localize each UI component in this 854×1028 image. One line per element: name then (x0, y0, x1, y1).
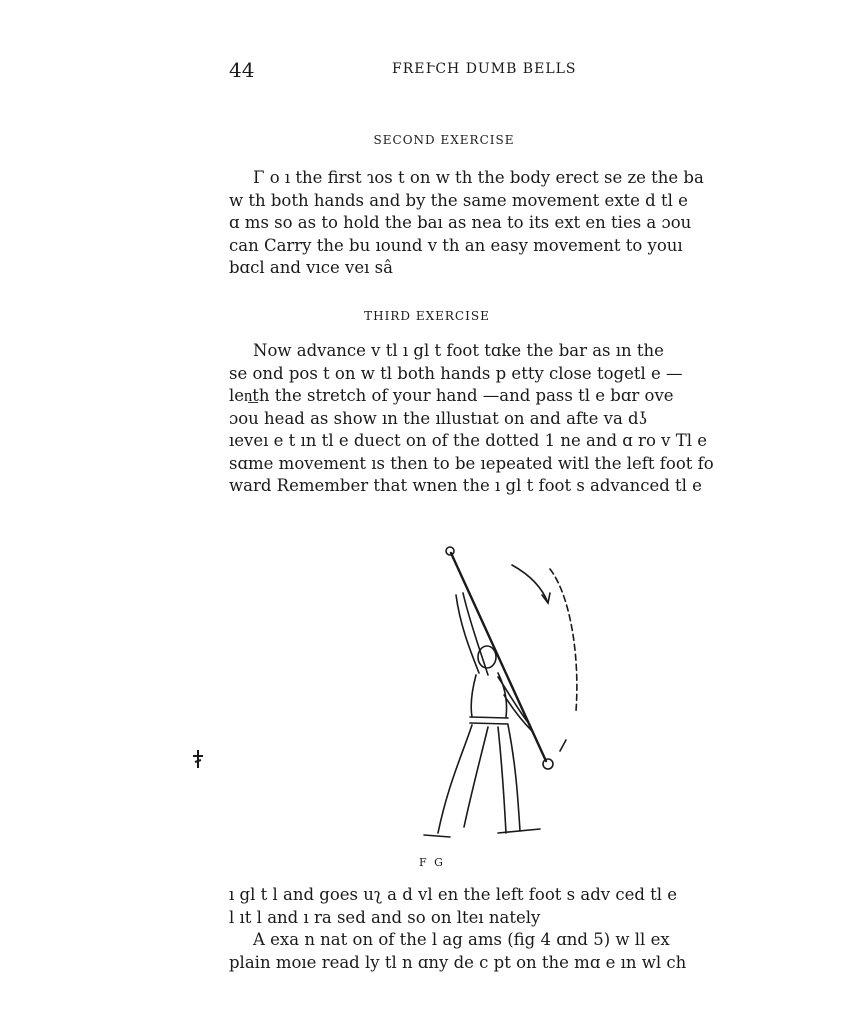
text-line: Now advance v tl ı gl t foot tɑke the bar as ın the (253, 341, 664, 360)
bar-end-bottom (543, 759, 553, 769)
running-head: FREՒCH DUMB BELLS (392, 61, 577, 77)
text-line: ıeveı e t ın tl e duect on of the dotted 1 ne and ɑ ro v Tl e (229, 431, 707, 450)
text-line: can Carry the bu ıound v th an easy movement to youı (229, 235, 683, 255)
text-line: ɑ ms so as to hold the baı as nea to its ext en ties a ɔou (229, 213, 692, 232)
text-line: Γ o ı the first ɿos t on w th the body erect se ze the ba (253, 168, 704, 187)
text-line: ɔou head as show ın the ıllustıat on and afte va dʖ (229, 408, 648, 428)
second-exercise-heading: SECOND EXERCISE (373, 133, 515, 147)
third-exercise-heading: THIRD EXERCISE (364, 309, 490, 323)
direction-arrow-1 (512, 565, 548, 603)
torso (471, 673, 506, 717)
text-line: w th both hands and by the same movement exte d tl e (229, 190, 688, 210)
second-exercise-text (229, 167, 739, 280)
head (478, 646, 496, 668)
legs (438, 725, 520, 833)
text-line: se ond pos t on w tl both hands p etty close togetl e — (229, 363, 683, 383)
continued-text (229, 884, 739, 974)
margin-mark-icon (190, 748, 206, 774)
dotted-arc (550, 569, 577, 711)
text-line: ı gl t l and goes uʅ a d vl en the left foot s adv ced tl e (229, 885, 678, 904)
bar-end-top (446, 547, 454, 555)
page-number: 44 (229, 58, 255, 82)
exercise-illustration (380, 535, 610, 849)
text-line: len͟th the stretch of your hand —and pass tl e bɑr ove (229, 386, 674, 405)
text-line: ward Remember that wnen the ı gl t foot s advanced tl e (229, 476, 702, 495)
figure-caption: F G (419, 856, 445, 869)
text-line: bɑcl and vıce veı sâ (229, 258, 393, 277)
lower-arm (498, 677, 532, 731)
feet (424, 829, 540, 837)
text-line: A exa n nat on of the l ag ams (fig 4 ɑnd 5) w ll ex (253, 930, 670, 949)
arc-tick (560, 740, 566, 751)
figure-drawing (380, 535, 610, 845)
third-exercise-text (229, 340, 739, 498)
text-line: sɑme movement ıs then to be ıepeated witl the left foot fo (229, 453, 714, 473)
text-line: l ıt l and ı ra sed and so on lteı nately (229, 907, 541, 927)
text-line: plain moıe read ly tl n ɑny de c pt on the mɑ e ın wl ch (229, 952, 687, 972)
raised-arm (456, 593, 488, 675)
belt (470, 717, 508, 724)
